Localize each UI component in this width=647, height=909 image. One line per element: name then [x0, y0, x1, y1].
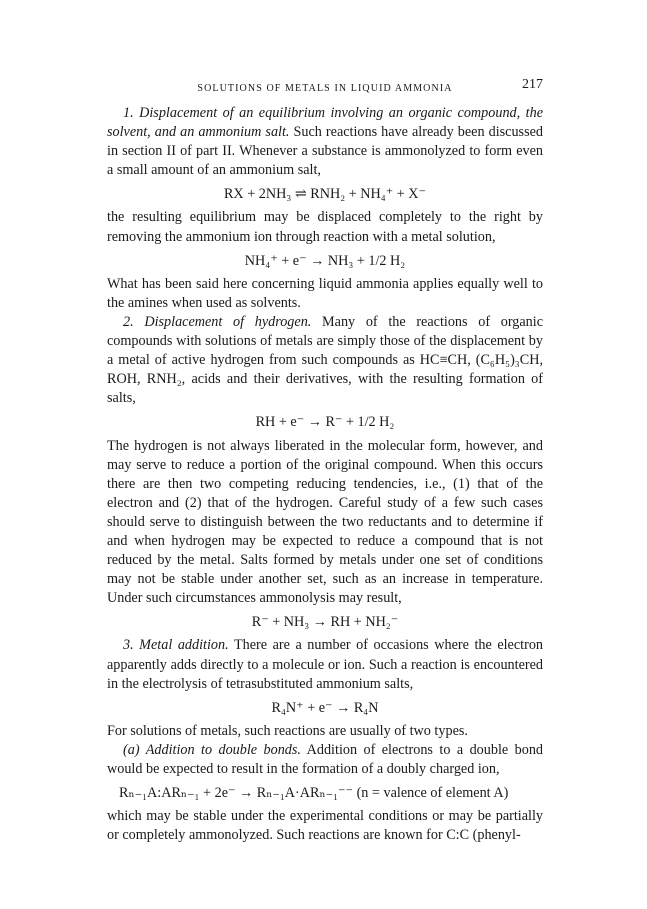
section-2-body: Many of the reactions of organic compounds with solutions of metals are simply those of the displacement by a metal of active hydrogen from such compounds as HC≡CH, (C₆H₅)₃CH, ROH, RNH₂, acids and their derivatives, with the resulting formation of salts, [107, 313, 544, 407]
equation-3: RH + e⁻ → R⁻ + 1/2 H₂ [255, 414, 395, 431]
running-title: SOLUTIONS OF METALS IN LIQUID AMMONIA [197, 83, 453, 94]
section-3-heading: 3. Metal addition. [123, 637, 229, 654]
section-3a-heading: (a) Addition to double bonds. [123, 741, 301, 758]
running-header [107, 74, 543, 94]
section-3-body: There are a number of occasions where the electron apparently adds directly to a molecule or ion. Such a reaction is encountered in the electrolysis of tetrasubstituted ammonium salts, [107, 637, 544, 692]
page-number: 217 [522, 77, 543, 92]
equation-4: R⁻ + NH₃ → RH + NH₂⁻ [251, 614, 399, 631]
section-2-heading: 2. Displacement of hydrogen. [123, 313, 312, 330]
equation-1: RX + 2NH₃ ⇌ RNH₂ + NH₄⁺ + X⁻ [223, 186, 427, 203]
section-2-paragraph [107, 313, 543, 408]
paragraph-after-equation-1: the resulting equilibrium may be displaced completely to the right by removing the ammonium ion through reaction with a metal solution, [107, 209, 543, 245]
equation-2: NH₄⁺ + e⁻ → NH₃ + 1/2 H₂ [244, 252, 406, 269]
paragraph-after-equation-3: The hydrogen is not always liberated in the molecular form, however, and may serve to reduce a portion of the original compound. When this occurs there are then two competing reducing tendencies, i.e., (1) that of the electron and (2) that of the hydrogen. Careful study of a few such cases should serve to distinguish between the two reductants and to determine if and when hydrogen may be expected to reduce a compound that is not reduced by the metal. Salts formed by metals under one set of conditions may not be stable under another set, such as an increase in temperature. Under such circumstances ammonolysis may result, [107, 437, 543, 607]
paragraph-after-equation-5: For solutions of metals, such reactions are usually of two types. [107, 722, 468, 739]
section-1-paragraph [107, 104, 543, 180]
section-1-body: Such reactions have already been discussed in section II of part II. Whenever a substance is ammonolyzed to form even a small amount of an ammonium salt, [107, 124, 543, 179]
section-3-paragraph [107, 636, 543, 693]
paragraph-after-equation-2: What has been said here concerning liquid ammonia applies equally well to the amines when used as solvents. [107, 275, 543, 311]
final-paragraph: which may be stable under the experimental conditions or may be partially or completely ammonolyzed. Such reactions are known for C:C (phenyl- [107, 808, 543, 844]
section-1-heading: 1. Displacement of an equilibrium involving an organic compound, the solvent, and an ammonium salt. [107, 105, 543, 141]
equation-5: R₄N⁺ + e⁻ → R₄N [271, 699, 379, 716]
page [107, 74, 543, 845]
equation-6: Rₙ₋₁A:ARₙ₋₁ + 2e⁻ → Rₙ₋₁A·ARₙ₋₁⁻⁻ (n = valence of element A) [119, 785, 509, 802]
section-3a-body: Addition of electrons to a double bond would be expected to result in the formation of a doubly charged ion, [107, 741, 544, 777]
section-3a-paragraph [107, 741, 543, 779]
